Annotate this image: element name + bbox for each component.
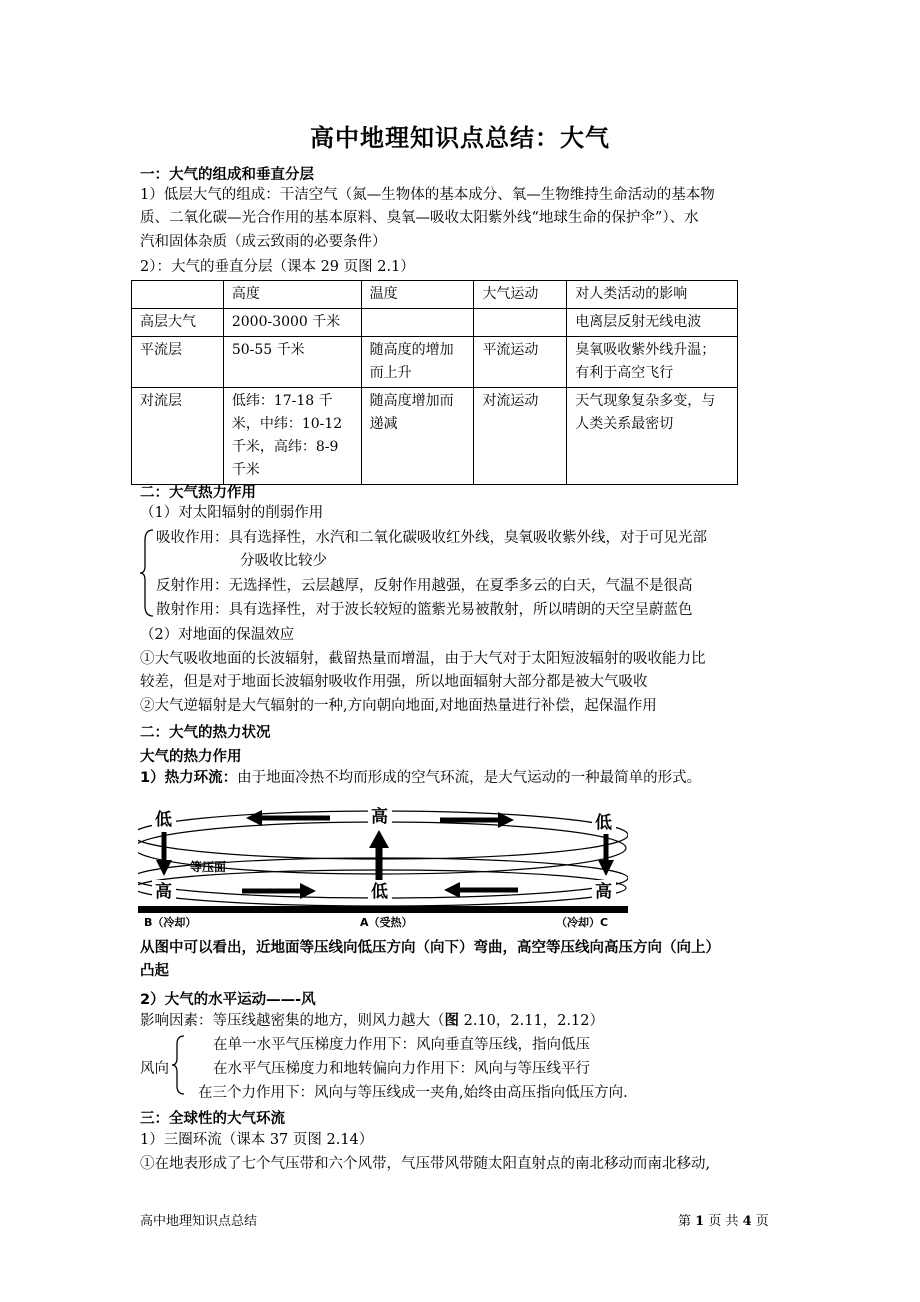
label-low-center-bottom: 低	[371, 882, 388, 902]
absorb-line: 分吸收比较少	[240, 553, 327, 569]
table-header-cell: 温度	[361, 281, 474, 309]
paragraph-line: 2）：大气的垂直分层（课本 29 页图 2.1）	[140, 259, 415, 275]
paragraph-line: ②大气逆辐射是大气辐射的一种,方向朝向地面,对地面热量进行补偿，起保温作用	[140, 698, 657, 714]
total-pages: 4	[742, 1214, 752, 1229]
subheading: （1）对太阳辐射的削弱作用	[140, 505, 324, 521]
table-cell: 低纬：17-18 千米，中纬：10-12 千米，高纬：8-9 千米	[223, 388, 361, 485]
ground-bar	[138, 906, 628, 913]
table-row	[132, 309, 738, 337]
wind-rule: 在单一水平气压梯度力作用下：风向垂直等压线，指向低压	[213, 1037, 590, 1053]
table-header-cell: 大气运动	[474, 281, 567, 309]
factor-text: 影响因素：等压线越密集的地方，则风力越大（	[140, 1013, 445, 1029]
table-cell: 2000-3000 千米	[223, 309, 361, 337]
paragraph-line: 较差，但是对于地面长波辐射吸收作用强，所以地面辐射大部分都是被大气吸收	[140, 674, 648, 690]
table-row	[132, 388, 738, 485]
scatter-line: 散射作用：具有选择性，对于波长较短的篮紫光易被散射，所以晴朗的天空呈蔚蓝色	[156, 602, 693, 618]
page-title: 高中地理知识点总结：大气	[310, 124, 610, 152]
isobar-label: 等压面	[190, 860, 227, 874]
table-cell: 平流层	[132, 337, 224, 388]
arrow-head	[246, 810, 262, 826]
label-low-right-top: 低	[595, 813, 612, 833]
conclusion-line: 凸起	[140, 963, 169, 979]
label-b-cooling: B（冷却）	[144, 916, 197, 929]
table-cell	[474, 309, 567, 337]
paragraph-line	[140, 767, 780, 790]
wind-rule: 在水平气压梯度力和地转偏向力作用下：风向与等压线平行	[213, 1061, 590, 1077]
paragraph-line: ①在地表形成了七个气压带和六个风带，气压带风带随太阳直射点的南北移动而南北移动,	[140, 1156, 711, 1172]
paragraph-line: 1）低层大气的组成：干洁空气（氮—生物体的基本成分、氧—生物维持生命活动的基本物	[140, 187, 715, 203]
table-cell: 50-55 千米	[223, 337, 361, 388]
label-a-heating: A（受热）	[360, 916, 413, 929]
term-text: 由于地面冷热不均而形成的空气环流，是大气运动的一种最简单的形式。	[237, 770, 702, 786]
factor-refs: 2.10，2.11，2.12）	[459, 1013, 604, 1029]
arrow-head	[369, 830, 389, 848]
layers-table	[131, 280, 738, 485]
page-number: 第 1 页 共 4 页	[678, 1214, 769, 1229]
label-low-left-top: 低	[155, 810, 172, 830]
table-header-cell: 对人类活动的影响	[567, 281, 738, 309]
table-cell: 随高度增加而递减	[361, 388, 474, 485]
paragraph-line: 质、二氧化碳—光合作用的基本原料、臭氧—吸收太阳紫外线“地球生命的保护伞”）、水	[140, 210, 699, 226]
table-cell: 电离层反射无线电波	[567, 309, 738, 337]
section-heading-composition: 一：大气的组成和垂直分层	[140, 167, 314, 183]
section-heading-thermal-state: 二：大气的热力状况	[140, 725, 271, 741]
table-cell: 高层大气	[132, 309, 224, 337]
conclusion-line: 从图中可以看出，近地面等压线向低压方向（向下）弯曲，高空等压线向高压方向（向上）	[140, 940, 720, 956]
table-cell: 对流层	[132, 388, 224, 485]
section-heading-circulation: 三：全球性的大气环流	[140, 1111, 285, 1127]
subheading: （2）对地面的保温效应	[140, 627, 295, 643]
absorb-line: 吸收作用：具有选择性，水汽和二氧化碳吸收红外线，臭氧吸收紫外线，对于可见光部	[156, 530, 707, 546]
reflect-line: 反射作用：无选择性，云层越厚，反射作用越强，在夏季多云的白天，气温不是很高	[156, 578, 693, 594]
paragraph-line: 1）三圈环流（课本 37 页图 2.14）	[140, 1132, 374, 1148]
wind-rule: 在三个力作用下：风向与等压线成一夹角,始终由高压指向低压方向.	[198, 1085, 628, 1101]
current-page: 1	[695, 1214, 705, 1229]
table-cell: 平流运动	[474, 337, 567, 388]
table-cell: 天气现象复杂多变，与人类关系最密切	[567, 388, 738, 485]
subheading: 大气的热力作用	[140, 749, 242, 765]
thermal-circulation-diagram	[138, 800, 628, 932]
table-header-cell	[132, 281, 224, 309]
paragraph-line: ①大气吸收地面的长波辐射，截留热量而增温，由于大气对于太阳短波辐射的吸收能力比	[140, 651, 706, 667]
table-header-row	[132, 281, 738, 309]
label-c-cooling: （冷却）C	[556, 916, 609, 929]
left-brace	[138, 528, 156, 618]
table-row	[132, 337, 738, 388]
section-heading-thermal: 二：大气热力作用	[140, 485, 256, 501]
table-cell	[361, 309, 474, 337]
table-header-cell: 高度	[223, 281, 361, 309]
label-high-right-bottom: 高	[595, 882, 612, 902]
table-cell: 随高度的增加而上升	[361, 337, 474, 388]
wind-brace	[170, 1034, 186, 1096]
arrow-head	[444, 882, 460, 898]
paragraph-line: 汽和固体杂质（成云致雨的必要条件）	[140, 234, 387, 250]
arrow-head	[598, 860, 614, 876]
wind-direction-label: 风向	[140, 1061, 169, 1077]
factor-line	[140, 1010, 780, 1033]
table-cell: 臭氧吸收紫外线升温；有利于高空飞行	[567, 337, 738, 388]
term-label: 1）热力环流：	[140, 770, 238, 786]
subheading-wind: 2）大气的水平运动——-风	[140, 992, 316, 1008]
factor-figure: 图	[444, 1013, 459, 1029]
label-high-left-bottom: 高	[155, 882, 172, 902]
footer-title: 高中地理知识点总结	[140, 1214, 258, 1229]
table-cell: 对流运动	[474, 388, 567, 485]
label-high-center-top: 高	[371, 807, 388, 827]
